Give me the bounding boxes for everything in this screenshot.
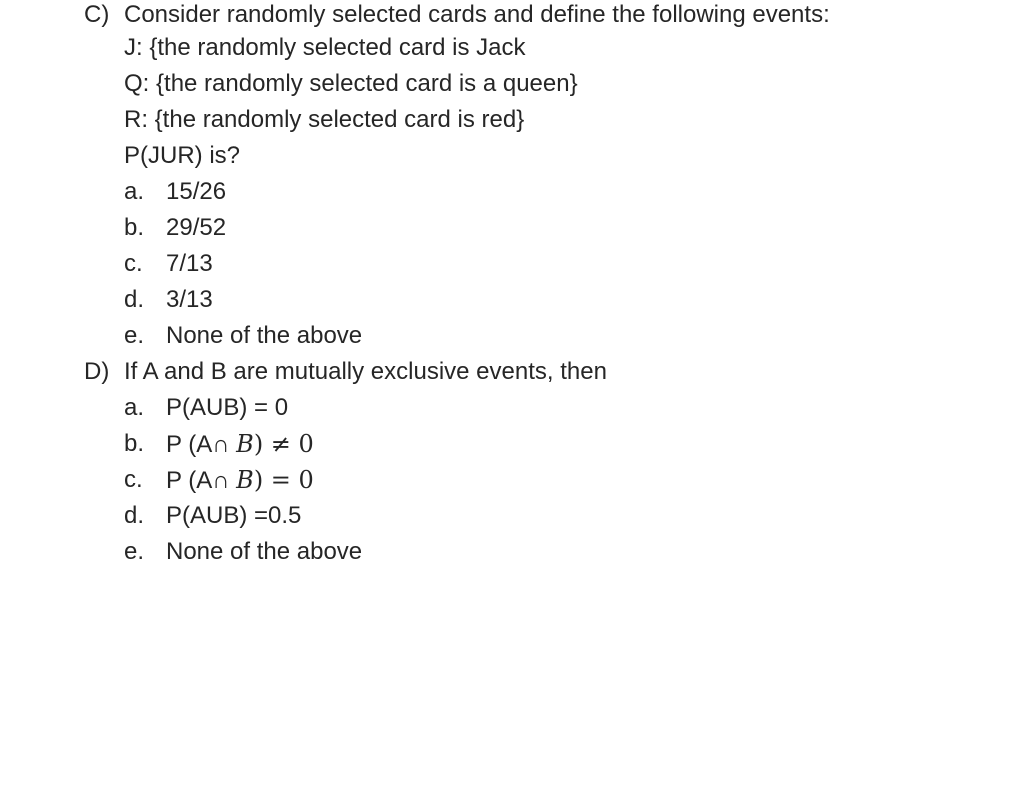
option-letter: d. — [124, 502, 145, 529]
option-letter: e. — [124, 322, 145, 349]
option-text: P(AUB) =0.5 — [166, 502, 302, 529]
math-prefix: P (A — [166, 467, 213, 494]
option-letter: c. — [124, 466, 143, 493]
definition-q: Q: {the randomly selected card is a queen} — [124, 70, 578, 97]
option-letter: e. — [124, 538, 145, 565]
option-letter: b. — [124, 430, 145, 457]
option-letter: d. — [124, 286, 145, 313]
math-variable: B — [236, 430, 254, 458]
option-letter: a. — [124, 394, 145, 421]
math-suffix: ) ≠ 0 — [253, 430, 314, 458]
question-c-prompt: Consider randomly selected cards and define the following events: — [124, 1, 830, 28]
question-d-prompt: If A and B are mutually exclusive events, then — [124, 358, 607, 385]
intersection-symbol: ∩ — [212, 467, 230, 494]
math-suffix: ) = 0 — [253, 466, 314, 494]
question-c-label: C) — [84, 1, 110, 28]
option-math — [166, 429, 314, 460]
intersection-symbol: ∩ — [212, 431, 230, 458]
option-text: 3/13 — [166, 286, 213, 313]
definition-r: R: {the randomly selected card is red} — [124, 106, 525, 133]
option-text: 15/26 — [166, 178, 227, 205]
option-text: 7/13 — [166, 250, 213, 277]
definition-j: J: {the randomly selected card is Jack — [124, 34, 526, 61]
option-letter: c. — [124, 250, 143, 277]
option-text: 29/52 — [166, 214, 227, 241]
option-text: None of the above — [166, 538, 363, 565]
option-text: None of the above — [166, 322, 363, 349]
question-c-ask: P(JUR) is? — [124, 142, 241, 169]
option-letter: b. — [124, 214, 145, 241]
option-text: P(AUB) = 0 — [166, 394, 289, 421]
question-d-label: D) — [84, 358, 110, 385]
option-letter: a. — [124, 178, 145, 205]
option-math — [166, 465, 314, 496]
math-variable: B — [236, 466, 254, 494]
math-prefix: P (A — [166, 431, 213, 458]
